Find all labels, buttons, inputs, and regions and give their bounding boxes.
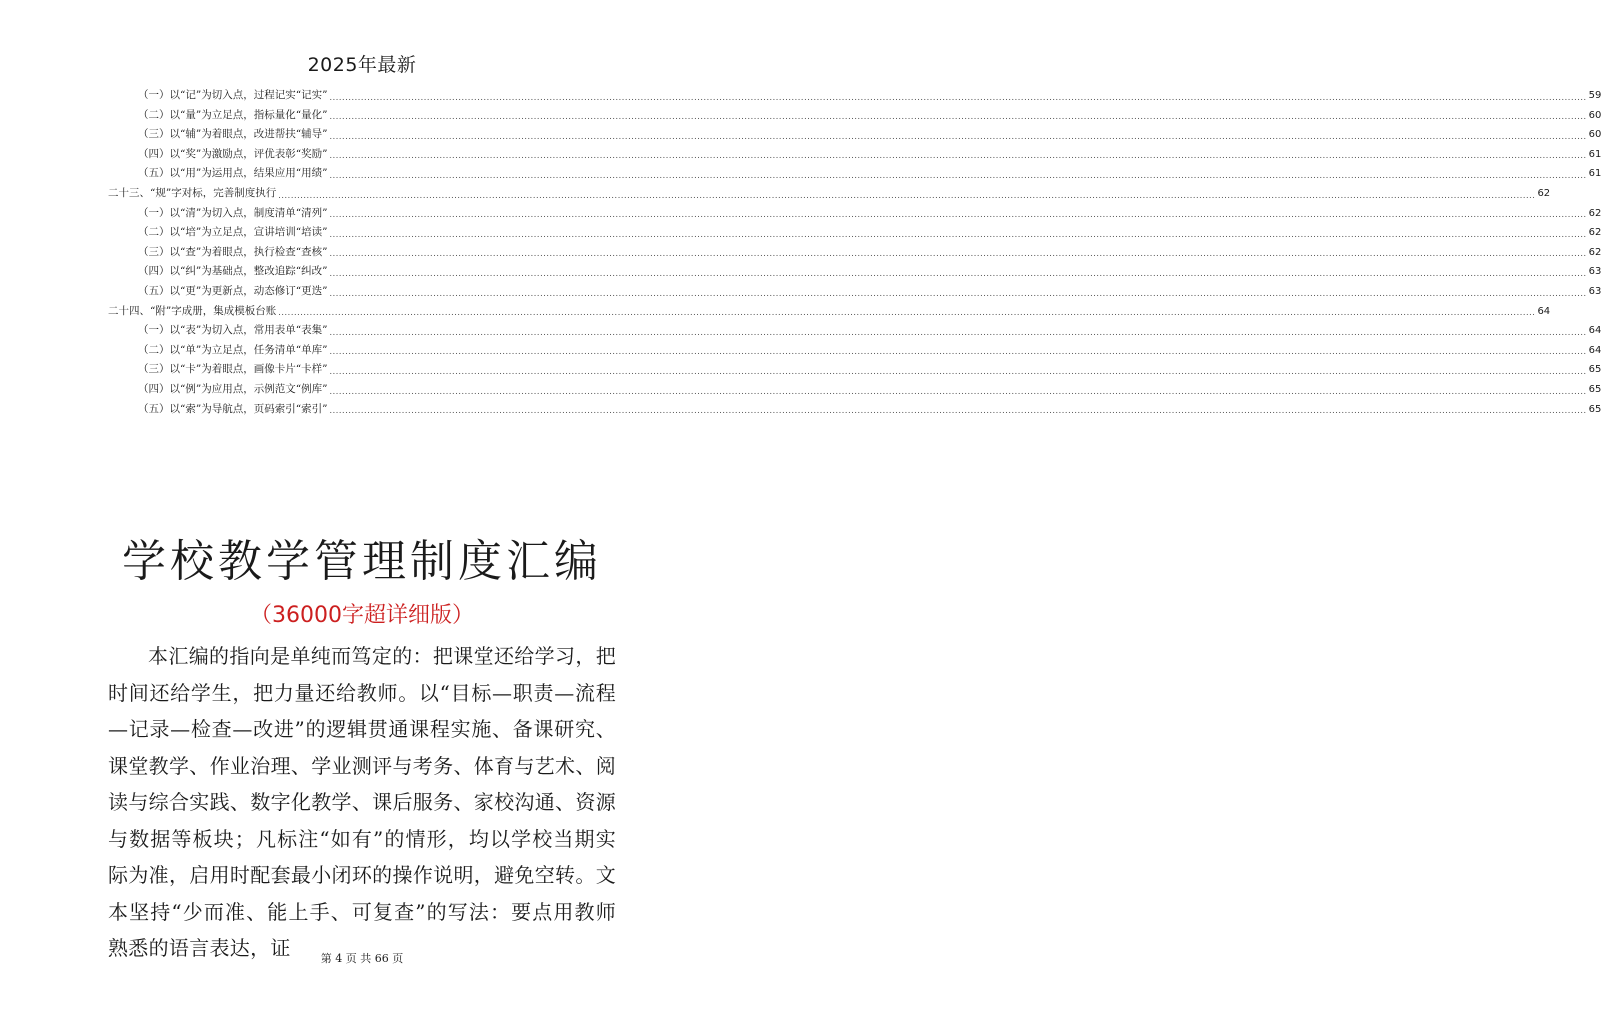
toc-leader-dots: ................................................................................................................................................................................................................................................................................................................................................................................................................ [329,131,1587,141]
toc-entry-page: 65 [1588,383,1601,395]
toc-entry[interactable] [108,321,1601,341]
toc-entry-title: （二）以“培”为立足点，宣讲培训“培读” [138,226,328,239]
toc-entry[interactable] [108,164,1601,184]
toc-entry-title: （一）以“表”为切入点，常用表单“表集” [138,324,328,337]
toc-entry-page: 62 [1588,227,1601,239]
toc-leader-dots: ................................................................................................................................................................................................................................................................................................................................................................................................................ [329,170,1587,180]
toc-leader-dots: ................................................................................................................................................................................................................................................................................................................................................................................................................ [329,210,1587,220]
toc-entry-page: 64 [1588,325,1601,337]
page-header: 2025年最新 [307,54,417,76]
toc-entry[interactable] [108,400,1601,420]
toc-entry-page: 63 [1588,285,1601,297]
toc-entry-page: 65 [1588,364,1601,376]
toc-leader-dots: ................................................................................................................................................................................................................................................................................................................................................................................................................ [329,366,1587,376]
toc-entry-title: （三）以“卡”为着眼点，画像卡片“卡样” [138,363,328,376]
document-subtitle: （36000字超详细版） [250,603,474,628]
page-footer: 第 4 页 共 66 页 [320,952,404,965]
toc-entry-title: （一）以“记”为切入点，过程记实“记实” [138,89,328,101]
toc-leader-dots: ................................................................................................................................................................................................................................................................................................................................................................................................................ [278,190,1536,200]
toc-entry-page: 65 [1588,403,1601,415]
toc-entry[interactable] [108,204,1601,224]
toc-entry-title: 二十三、“规”字对标，完善制度执行 [108,186,277,199]
toc-leader-dots: ................................................................................................................................................................................................................................................................................................................................................................................................................ [278,308,1536,318]
toc-entry[interactable] [108,86,1601,106]
toc-leader-dots: ................................................................................................................................................................................................................................................................................................................................................................................................................ [329,386,1587,396]
toc-entry[interactable] [108,380,1601,400]
toc-entry[interactable] [108,223,1601,243]
toc-entry-page: 60 [1588,129,1601,141]
toc-entry[interactable] [108,184,1551,204]
toc-entry[interactable] [108,302,1551,322]
toc-entry-page: 62 [1588,207,1601,219]
toc-entry[interactable] [108,106,1601,126]
toc-entry[interactable] [108,125,1601,145]
toc-entry-title: （四）以“纠”为基础点，整改追踪“纠改” [138,265,328,278]
toc-entry-page: 62 [1537,187,1551,199]
toc-entry-page: 59 [1588,90,1601,101]
toc-entry-title: （二）以“量”为立足点，指标量化“量化” [138,108,328,121]
toc-entry-title: （五）以“用”为运用点，结果应用“用绩” [138,167,328,180]
toc-leader-dots: ................................................................................................................................................................................................................................................................................................................................................................................................................ [329,151,1587,161]
toc-entry-page: 61 [1588,168,1601,180]
toc-leader-dots: ................................................................................................................................................................................................................................................................................................................................................................................................................ [329,229,1587,239]
toc-entry-page: 64 [1588,344,1601,356]
toc-entry-title: （三）以“辅”为着眼点，改进帮扶“辅导” [138,128,328,141]
toc-entry[interactable] [108,341,1601,361]
toc-entry-title: （一）以“清”为切入点，制度清单“清列” [138,206,328,219]
toc-leader-dots: ................................................................................................................................................................................................................................................................................................................................................................................................................ [329,406,1587,416]
toc-entry-title: 二十四、“附”字成册，集成模板台账 [108,304,277,317]
toc-entry[interactable] [108,145,1601,165]
toc-entry-page: 62 [1588,246,1601,258]
toc-entry[interactable] [108,243,1601,263]
toc-entry-title: （五）以“索”为导航点，页码索引“索引” [138,402,328,415]
toc-leader-dots: ................................................................................................................................................................................................................................................................................................................................................................................................................ [329,112,1587,122]
toc-entry-title: （二）以“单”为立足点，任务清单“单库” [138,343,328,356]
toc-leader-dots: ................................................................................................................................................................................................................................................................................................................................................................................................................ [329,92,1587,102]
table-of-contents [108,86,1601,419]
toc-leader-dots: ................................................................................................................................................................................................................................................................................................................................................................................................................ [329,268,1587,278]
intro-paragraph: 本汇编的指向是单纯而笃定的：把课堂还给学习，把时间还给学生，把力量还给教师。以“目标—职责—流程—记录—检查—改进”的逻辑贯通课程实施、备课研究、课堂教学、作业治理、学业测评与考务、体育与艺术、阅读与综合实践、数字化教学、课后服务、家校沟通、资源与数据等板块；凡标注“如有”的情形，均以学校当期实际为准，启用时配套最小闭环的操作说明，避免空转。文本坚持“少而准、能上手、可复查”的写法：要点用教师熟悉的语言表达，证 [108,644,616,960]
toc-entry-title: （四）以“例”为应用点，示例范文“例库” [138,382,328,395]
toc-entry[interactable] [108,262,1601,282]
document-title: 学校教学管理制度汇编 [122,536,602,587]
toc-leader-dots: ................................................................................................................................................................................................................................................................................................................................................................................................................ [329,347,1587,357]
toc-leader-dots: ................................................................................................................................................................................................................................................................................................................................................................................................................ [329,327,1587,337]
toc-entry[interactable] [108,360,1601,380]
toc-entry-page: 60 [1588,109,1601,121]
toc-entry-title: （三）以“查”为着眼点，执行检查“查核” [138,245,328,258]
toc-entry-title: （五）以“更”为更新点，动态修订“更迭” [138,284,328,297]
toc-leader-dots: ................................................................................................................................................................................................................................................................................................................................................................................................................ [329,249,1587,259]
toc-entry-page: 61 [1588,148,1601,160]
toc-leader-dots: ................................................................................................................................................................................................................................................................................................................................................................................................................ [329,288,1587,298]
toc-entry[interactable] [108,282,1601,302]
toc-entry-page: 63 [1588,266,1601,278]
toc-entry-title: （四）以“奖”为激励点，评优表彰“奖励” [138,147,328,160]
toc-entry-page: 64 [1537,305,1551,317]
